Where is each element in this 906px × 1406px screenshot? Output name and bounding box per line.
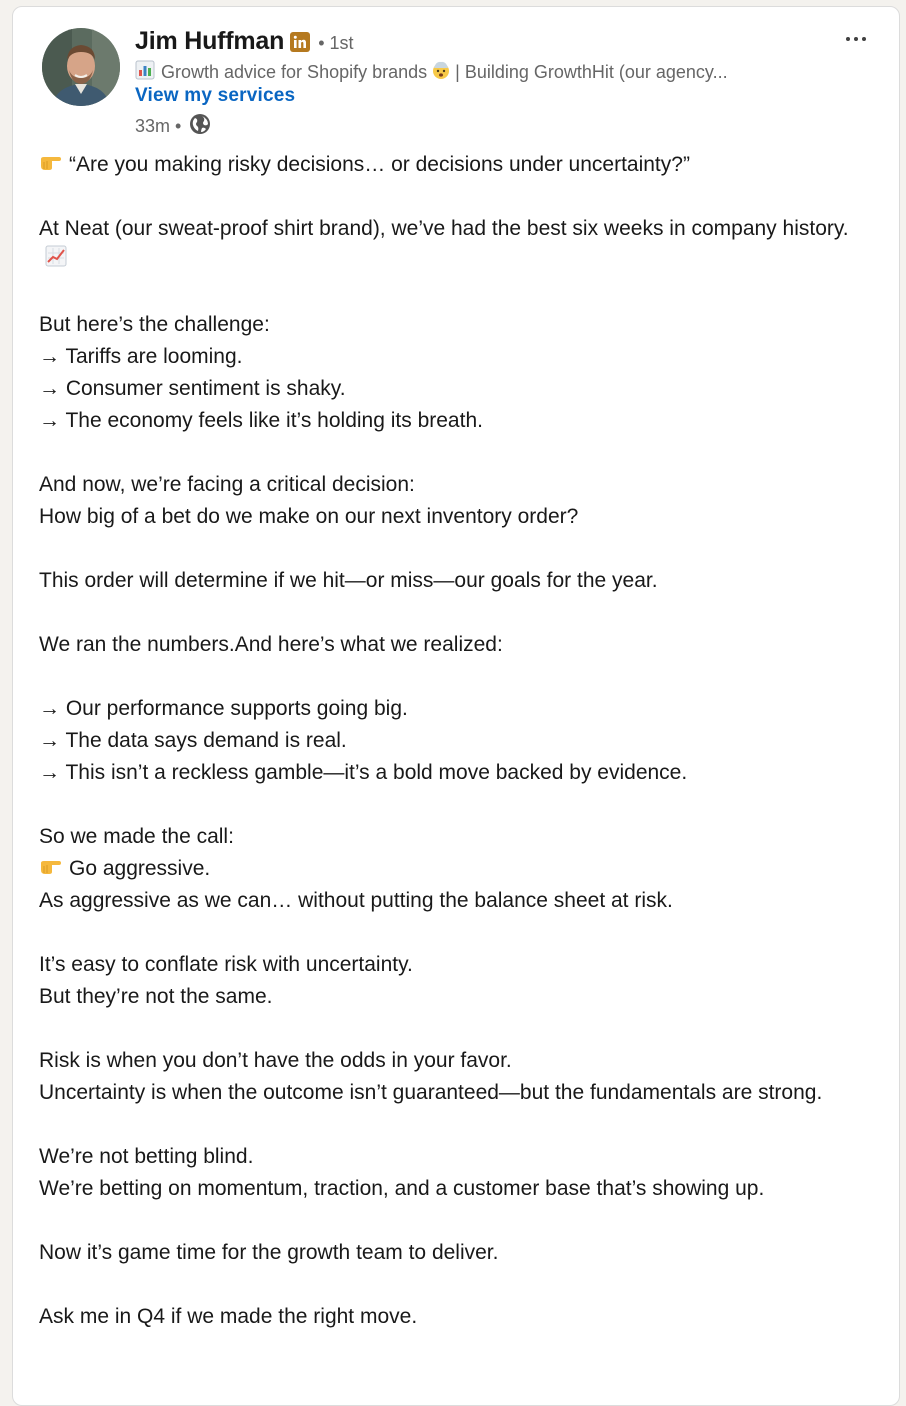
post-text: Go aggressive.: [69, 857, 211, 881]
post-line: [39, 341, 879, 373]
post-time: 33m •: [135, 116, 182, 136]
post-line: [39, 501, 879, 533]
post-line: [39, 1077, 879, 1109]
author-name[interactable]: Jim Huffman: [135, 27, 285, 55]
post-text: We’re not betting blind.: [39, 1145, 254, 1169]
globe-icon: [189, 113, 211, 140]
post-line: [39, 949, 879, 981]
author-avatar[interactable]: [42, 28, 120, 106]
more-options-icon[interactable]: [841, 27, 871, 51]
post-text: At Neat (our sweat-proof shirt brand), we’ve had the best six weeks in company history.: [39, 217, 849, 240]
post-card: [12, 6, 900, 1406]
post-text: → Our performance supports going big.: [39, 697, 408, 721]
post-line: [39, 213, 879, 277]
post-body: [39, 149, 879, 1333]
post-text: And now, we’re facing a critical decision:: [39, 473, 415, 497]
post-text: → The economy feels like it’s holding its breath.: [39, 409, 483, 433]
post-line: [39, 373, 879, 405]
post-text: → Tariffs are looming.: [39, 345, 243, 369]
post-text: This order will determine if we hit—or miss—our goals for the year.: [39, 569, 658, 593]
author-name-row: [135, 27, 354, 56]
post-text: Uncertainty is when the outcome isn’t guaranteed—but the fundamentals are strong.: [39, 1081, 823, 1105]
post-text: → This isn’t a reckless gamble—it’s a bold move backed by evidence.: [39, 761, 688, 785]
headline-text-start: Growth advice for Shopify brands: [161, 62, 428, 82]
bar-chart-icon: [135, 60, 155, 85]
post-line: [39, 309, 879, 341]
author-headline: [135, 60, 728, 85]
post-text: We’re betting on momentum, traction, and a customer base that’s showing up.: [39, 1177, 765, 1201]
post-line: [39, 1141, 879, 1173]
post-line: [39, 693, 879, 725]
post-line: [39, 1301, 879, 1333]
post-meta: [135, 113, 211, 140]
post-line: [39, 149, 879, 181]
post-text: It’s easy to conflate risk with uncertainty.: [39, 953, 413, 977]
post-line: [39, 405, 879, 437]
post-text: Ask me in Q4 if we made the right move.: [39, 1305, 418, 1329]
post-text: → Consumer sentiment is shaky.: [39, 377, 346, 401]
linkedin-premium-icon: [290, 32, 310, 52]
post-line: [39, 1237, 879, 1269]
post-text: Risk is when you don’t have the odds in your favor.: [39, 1049, 512, 1073]
post-line: [39, 565, 879, 597]
post-text: But they’re not the same.: [39, 985, 273, 1009]
post-line: [39, 853, 879, 885]
post-line: [39, 1045, 879, 1077]
post-text: But here’s the challenge:: [39, 313, 270, 337]
post-text: Now it’s game time for the growth team to deliver.: [39, 1241, 499, 1265]
post-text: So we made the call:: [39, 825, 234, 849]
post-text: → The data says demand is real.: [39, 729, 347, 753]
pointing-right-icon: [39, 149, 63, 181]
post-text: We ran the numbers.And here’s what we realized:: [39, 633, 503, 657]
headline-text-end: | Building GrowthHit (our agency...: [455, 62, 728, 82]
post-line: [39, 1173, 879, 1205]
chart-increasing-icon: [45, 245, 67, 277]
exploding-head-icon: [431, 60, 451, 85]
post-text: “Are you making risky decisions… or decisions under uncertainty?”: [69, 153, 690, 176]
post-line: [39, 981, 879, 1013]
post-text: As aggressive as we can… without putting the balance sheet at risk.: [39, 889, 673, 913]
post-line: [39, 821, 879, 853]
connection-degree: • 1st: [318, 33, 354, 53]
post-line: [39, 725, 879, 757]
view-services-link[interactable]: View my services: [135, 85, 296, 106]
post-line: [39, 885, 879, 917]
post-line: [39, 629, 879, 661]
post-text: How big of a bet do we make on our next inventory order?: [39, 505, 579, 529]
post-line: [39, 757, 879, 789]
pointing-right-icon: [39, 853, 63, 885]
post-line: [39, 469, 879, 501]
